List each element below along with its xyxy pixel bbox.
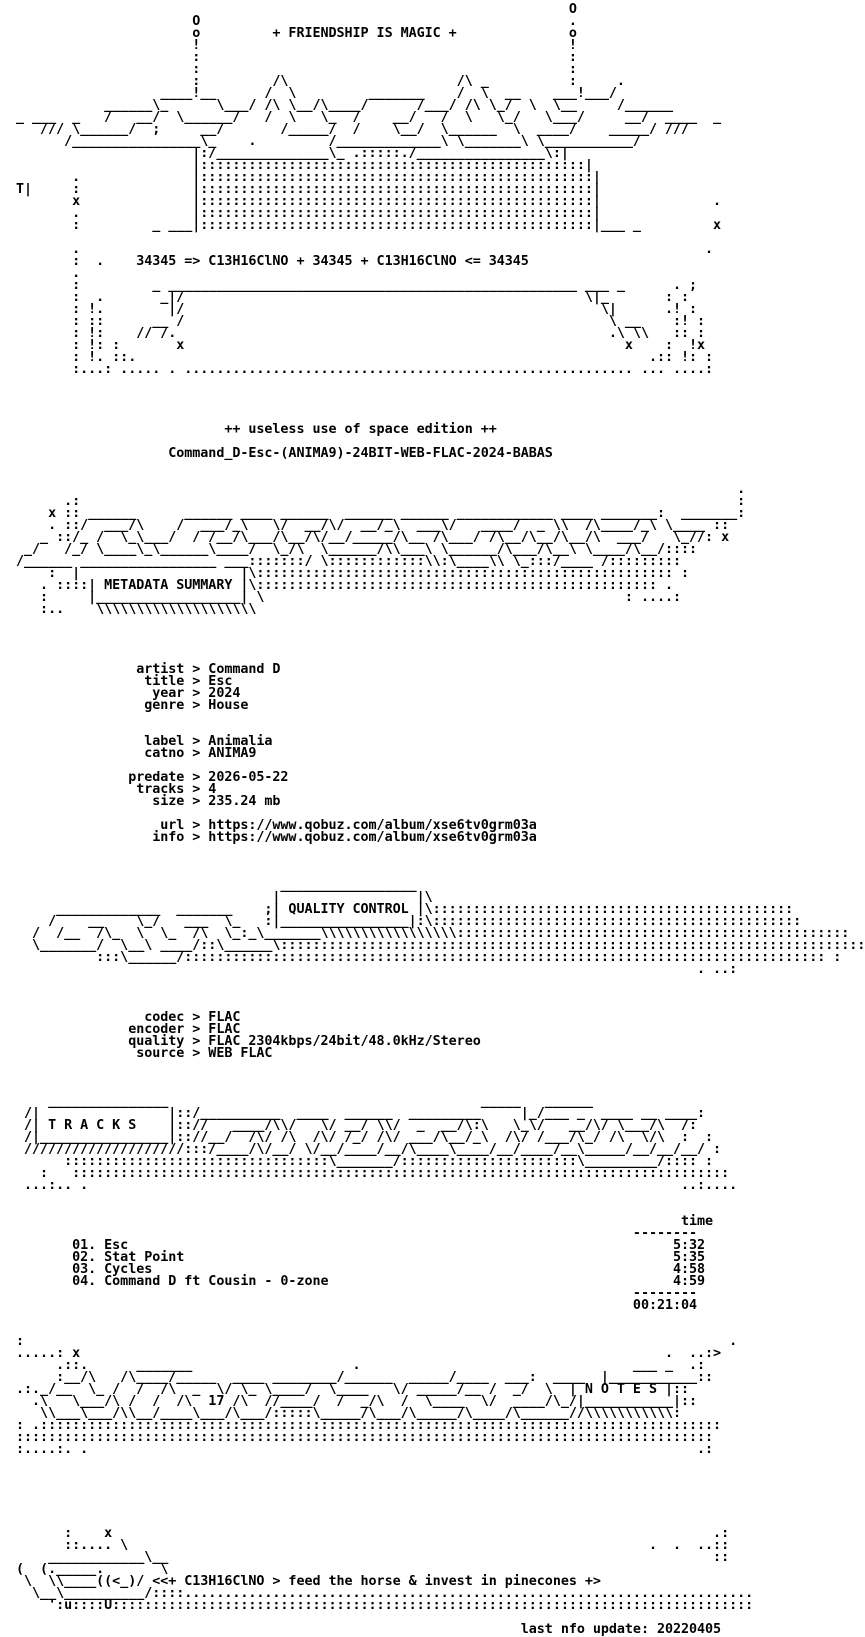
nfo-line: :::\______/:::::::::::::::::::::::::::::::::::::::::::::::::::::::::::::::::::::::::::::::: : — [0, 950, 842, 965]
nfo-line: : !: // /. .\ \\ :: : — [0, 326, 706, 341]
nfo-line: last nfo update: 20220405 — [0, 1622, 722, 1637]
nfo-line: o + FRIENDSHIP IS MAGIC + o — [0, 26, 577, 41]
nfo-line: \__\__________/::::....................................................................... — [0, 1586, 754, 1601]
nfo-line — [0, 1312, 648, 1324]
nfo-line: 01. Esc 5:32 — [0, 1238, 706, 1253]
nfo-line — [0, 1192, 648, 1204]
nfo-line: _ ::/_ / \_\___/ / /__/\___/\__/\/__/_____/\__ /\___/ /\__/\__/\__/\ ___/ \_//: x — [0, 530, 730, 545]
nfo-line — [0, 1468, 648, 1480]
nfo-line: : |__________________| \ : ....: — [0, 590, 682, 605]
nfo-line: /| |::/__________ ____ ______ _________ |_/___ _ ____ __ ____: — [0, 1106, 706, 1121]
nfo-line: .: : — [0, 494, 746, 509]
nfo-line: .::. _______ . ___ _ .: — [0, 1358, 706, 1373]
nfo-line: : !. |/ \| .! : — [0, 302, 698, 317]
nfo-line: 02. Stat Point 5:35 — [0, 1250, 706, 1265]
nfo-line: /______ _________________ ___:::::::/ \::::::::::::\\:\____\\ \_:::/____ /::::::::: — [0, 554, 682, 569]
nfo-line: :::::::::::::::::::::::::::::::::\_______/::::::::::::::::::::::\_________/:::: : — [0, 1154, 714, 1169]
nfo-line — [0, 400, 648, 412]
nfo-line: ______\_ \___/ /\ \__/\____/ /___/ /\ \_/ \ \__ /______ — [0, 98, 673, 113]
nfo-line: |:/______________\_ .:::::./________________\:| — [0, 146, 569, 161]
nfo-line: : . _|/ \|_ : : — [0, 290, 690, 305]
nfo-line: : !. ::. .:: !: : — [0, 350, 714, 365]
nfo-line: -------- — [0, 1226, 698, 1241]
nfo-line: 04. Command D ft Cousin - 0-zone 4:59 — [0, 1274, 706, 1289]
nfo-line: :__/\ /\____/_____ ____ ________/______ _____/____ ___: ____ |___________:: — [0, 1370, 714, 1385]
nfo-line: ...:.. . ..:.... — [0, 1178, 738, 1193]
nfo-line — [0, 856, 648, 868]
nfo-line: Command_D-Esc-(ANIMA9)-24BIT-WEB-FLAC-2024-BABAS — [0, 446, 553, 461]
nfo-line: . ::::| METADATA SUMMARY |\:::::::::::::::::::::::::::::::::::::::::::::::::: . — [0, 578, 673, 593]
nfo-line: _/ /_/ \____\_\______\____/ \_/\ \______/\\___\ \______/\___/\__\ \____/\__/:::: — [0, 542, 698, 557]
nfo-line: : .::::::::::::::::::::::::::::::::::::::::::::::::::::::::::::::::::::::::::::::::::::: — [0, 1418, 722, 1433]
nfo-line: x |:::::::::::::::::::::::::::::::::::::::::::::::::| . — [0, 194, 722, 209]
nfo-line: -------- — [0, 1286, 698, 1301]
nfo-line: \ \\____((<_)/ <<+ C13H16ClNO > feed the horse & invest in pinecones +> — [0, 1574, 601, 1589]
nfo-line: : : — [0, 50, 577, 65]
nfo-line: | |\ — [0, 890, 433, 905]
nfo-line: ////////////////////:::/____/\/__/ \/__/____/__/\____\____/__/____/__\_____/__/__/__/ : — [0, 1142, 722, 1157]
nfo-line — [0, 376, 648, 388]
nfo-line: x :: ______ ______ ____ ______ ______ ______ ____________ ____ _______: _______: — [0, 506, 746, 521]
nfo-text-block — [0, 2, 865, 1637]
nfo-line: predate > 2026-05-22 — [0, 770, 289, 785]
nfo-line: :...: ..... . ........................................................ ... ....: — [0, 362, 714, 377]
nfo-line: . — [0, 266, 81, 281]
nfo-line: tracks > 4 — [0, 782, 217, 797]
nfo-line: \_______/ \__\ ____/::\______\::::::::::::::::::::::::::::::::::::::::::::::::::::::::::::::::::::::::: — [0, 938, 865, 953]
nfo-line — [0, 1504, 648, 1516]
nfo-line — [0, 628, 648, 640]
nfo-line: ++ useless use of space edition ++ — [0, 422, 497, 437]
nfo-line — [0, 844, 648, 856]
nfo-line: \\___\___/\\__/____\___/\___/:::::\_____/\___/\_____/\____/\______//\\\\\\\\\\\: — [0, 1406, 682, 1421]
nfo-line: : . — [0, 1334, 738, 1349]
nfo-line: . ::/ ___/\ / ___/_\ \/ __/\/ __/_\ ___\/ ____/ _ \\ /\____/_\ \____ :: — [0, 518, 730, 533]
nfo-line: : /\ /\ _ : . — [0, 74, 625, 89]
nfo-line — [0, 1480, 648, 1492]
nfo-line: url > https://www.qobuz.com/album/xse6tv0grm03a — [0, 818, 537, 833]
nfo-line: ____________\__ :: — [0, 1550, 730, 1565]
nfo-line: : _ ___|:::::::::::::::::::::::::::::::::::::::::::::::::|___ _ x — [0, 218, 722, 233]
nfo-line: O . — [0, 14, 577, 29]
nfo-line: :....:. . .: — [0, 1442, 714, 1457]
nfo-line: size > 235.24 mb — [0, 794, 281, 809]
nfo-line: label > Animalia — [0, 734, 273, 749]
nfo-line — [0, 616, 648, 628]
nfo-line — [0, 712, 648, 724]
nfo-line: /| T R A C K S |::// ____/\\/ \/ __/ \\/ _ __/\:\ \_\/ __/\/ \___/\ /: — [0, 1118, 698, 1133]
nfo-line: catno > ANIMA9 — [0, 746, 257, 761]
nfo-line: artist > Command D — [0, 662, 281, 677]
nfo-line: quality > FLAC 2304kbps/24bit/48.0kHz/Stereo — [0, 1034, 481, 1049]
nfo-line — [0, 976, 648, 988]
nfo-line: .\ \___/\ / / /\ 17 /\ //____/ / _/\ / \____ \/ ____/\_/|___________|:: — [0, 1394, 698, 1409]
nfo-line: time — [0, 1214, 714, 1229]
nfo-line — [0, 388, 648, 400]
nfo-line — [0, 1456, 648, 1468]
nfo-line: 00:21:04 — [0, 1298, 698, 1313]
nfo-line: genre > House — [0, 698, 249, 713]
nfo-line: source > WEB FLAC — [0, 1046, 273, 1061]
nfo-line: /|________________|:://__/ /\/ /\ /\/ /_/ /\/ ___/\__/_\ /\/ /___/\_/ /\ \/\ : : — [0, 1130, 714, 1145]
nfo-line: : :::::::::::::::::::::::::::::::::::::::::::::::::::::::::::::::::::::::::::::::::: — [0, 1166, 730, 1181]
nfo-line: info > https://www.qobuz.com/album/xse6tv0grm03a — [0, 830, 537, 845]
nfo-line: _________________ — [0, 878, 417, 893]
nfo-line: _______________ _____ ______ — [0, 1094, 593, 1109]
nfo-line: year > 2024 — [0, 686, 241, 701]
nfo-line — [0, 1060, 648, 1072]
nfo-line — [0, 1492, 648, 1504]
nfo-line: : : — [0, 62, 577, 77]
nfo-line: |::::::::::::::::::::::::::::::::::::::::::::::::| — [0, 158, 593, 173]
nfo-line: : | |\:::::::::::::::::::::::::::::::::::::::::::::::::::: : — [0, 566, 690, 581]
nfo-line: ____!__ / \ _______ / \ __ ___!___/ — [0, 86, 617, 101]
nfo-line: _____________ _______ ;| QUALITY CONTROL |\::::::::::::::::::::::::::::::::::::::::::::: — [0, 902, 794, 917]
nfo-line: codec > FLAC — [0, 1010, 241, 1025]
nfo-line: title > Esc — [0, 674, 233, 689]
nfo-line: :.. \\\\\\\\\\\\\\\\\\\\ — [0, 602, 257, 617]
nfo-line: encoder > FLAC — [0, 1022, 241, 1037]
nfo-line — [0, 640, 648, 652]
nfo-line: . . — [0, 242, 714, 257]
nfo-line: ::.... \ . . ..:: — [0, 1538, 730, 1553]
nfo-line: _ ___ _ / __/ \______/ / \ \_ / __/ / \ \_/ \___/ __/ ____ _ — [0, 110, 722, 125]
nfo-line: . |:::::::::::::::::::::::::::::::::::::::::::::::::| — [0, 206, 601, 221]
nfo-line — [0, 1072, 648, 1084]
nfo-line — [0, 988, 648, 1000]
nfo-line: ':u::::U:::::::::::::::::::::::::::::::::::::::::::::::::::::::::::::::::::::::::::::::: — [0, 1598, 754, 1613]
nfo-line: ::::::::::::::::::::::::::::::::::::::::::::::::::::::::::::::::::::::::::::::::::::::: — [0, 1430, 714, 1445]
nfo-line: : . 34345 => C13H16ClNO + 34345 + C13H16ClNO <= 34345 — [0, 254, 529, 269]
nfo-line: . ..: — [0, 962, 738, 977]
nfo-line: / __ \_/ ___ \_ :|________________|:\:::::::::::::::::::::::::::::::::::::::::::::: — [0, 914, 802, 929]
nfo-line: / /__ /\_ \ \_ /\ \_:_\_______\\\\\\\\\\\\\\\\\::::::::::::::::::::::::::::::::::::::::::::::::: — [0, 926, 850, 941]
nfo-line — [0, 460, 648, 472]
nfo-line: /// \______/ ; __/ /_____/ / \__/ \______ \ ____/ _____/ /// — [0, 122, 690, 137]
nfo-line: /________________\_ . /_____________\ \_______\ \___________/ — [0, 134, 641, 149]
nfo-line: : _ ___________________________________________________ ___ _ . ; — [0, 278, 698, 293]
nfo-line: : :: __ / \ __ :! : — [0, 314, 706, 329]
nfo-line: : x .: — [0, 1526, 730, 1541]
nfo-line: ( (._____. \ — [0, 1562, 169, 1577]
nfo-line: . — [0, 482, 746, 497]
nfo-line: .:._/__ \_ / / /\ _ \/ \_ \____/ \____ \/ _____/__ / _/ \ | N O T E S |:: — [0, 1382, 690, 1397]
nfo-line: T| : |:::::::::::::::::::::::::::::::::::::::::::::::::| — [0, 182, 601, 197]
nfo-line: O — [0, 2, 577, 17]
nfo-line: .....: x . ..:> — [0, 1346, 722, 1361]
nfo-line: ! ! — [0, 38, 577, 53]
nfo-line: : !: : x x : !x — [0, 338, 706, 353]
nfo-line: . |:::::::::::::::::::::::::::::::::::::::::::::::::| — [0, 170, 601, 185]
nfo-line: 03. Cycles 4:58 — [0, 1262, 706, 1277]
